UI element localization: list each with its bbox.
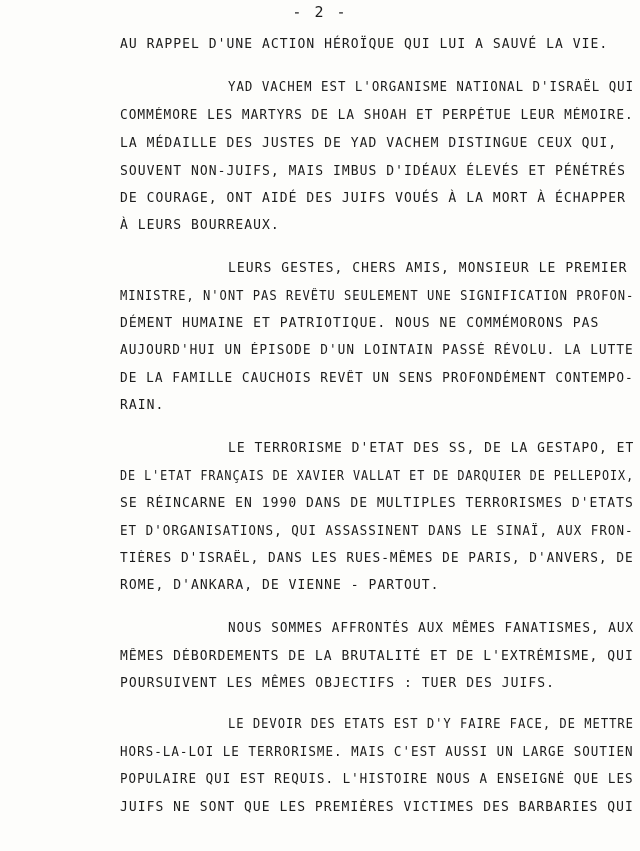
text-line: À LEURS BOURREAUX. [120,218,280,233]
text-line: COMMÉMORE LES MARTYRS DE LA SHOAH ET PERPÉTUE LEUR MÉMOIRE. [120,108,634,123]
text-line: DE LA FAMILLE CAUCHOIS REVÊT UN SENS PROFONDÉMENT CONTEMPO- [120,371,634,386]
text-line: MINISTRE, N'ONT PAS REVÊTU SEULEMENT UNE SIGNIFICATION PROFON- [120,289,635,304]
text-line: MÊMES DÉBORDEMENTS DE LA BRUTALITÉ ET DE L'EXTRÉMISME, QUI [120,649,634,664]
text-line: JUIFS NE SONT QUE LES PREMIÈRES VICTIMES DES BARBARIES QUI [120,800,634,815]
text-line: LE DEVOIR DES ETATS EST D'Y FAIRE FACE, DE METTRE [228,717,634,732]
text-line: RAIN. [120,398,165,413]
text-line: HORS-LA-LOI LE TERRORISME. MAIS C'EST AUSSI UN LARGE SOUTIEN [120,745,634,760]
text-line: YAD VACHEM EST L'ORGANISME NATIONAL D'ISRAËL QUI [228,80,635,95]
text-line: LE TERRORISME D'ETAT DES SS, DE LA GESTAPO, ET [228,441,635,456]
text-line: LEURS GESTES, CHERS AMIS, MONSIEUR LE PREMIER [228,261,628,276]
text-line: SOUVENT NON-JUIFS, MAIS IMBUS D'IDÉAUX ÉLEVÉS ET PÉNÉTRÉS [120,164,626,179]
text-line: SE RÉINCARNE EN 1990 DANS DE MULTIPLES TERRORISMES D'ETATS [120,496,634,511]
text-line: AUJOURD'HUI UN ÉPISODE D'UN LOINTAIN PASSÉ RÉVOLU. LA LUTTE [120,343,634,358]
text-line: LA MÉDAILLE DES JUSTES DE YAD VACHEM DISTINGUE CEUX QUI, [120,136,618,151]
text-line: DÉMENT HUMAINE ET PATRIOTIQUE. NOUS NE COMMÉMORONS PAS [120,316,600,331]
text-line: ET D'ORGANISATIONS, QUI ASSASSINENT DANS LE SINAÏ, AUX FRON- [120,524,634,539]
text-line: NOUS SOMMES AFFRONTÉS AUX MÊMES FANATISMES, AUX [228,621,635,636]
text-line: AU RAPPEL D'UNE ACTION HÉROÏQUE QUI LUI A SAUVÉ LA VIE. [120,37,609,52]
text-line: TIÈRES D'ISRAËL, DANS LES RUES-MÊMES DE PARIS, D'ANVERS, DE [120,551,634,566]
text-line: ROME, D'ANKARA, DE VIENNE - PARTOUT. [120,578,440,593]
page-number: - 2 - [292,3,348,21]
text-line: DE COURAGE, ONT AIDÉ DES JUIFS VOUÉS À LA MORT À ÉCHAPPER [120,191,626,206]
text-line: POURSUIVENT LES MÊMES OBJECTIFS : TUER DES JUIFS. [120,676,555,691]
text-line: DE L'ETAT FRANÇAIS DE XAVIER VALLAT ET DE DARQUIER DE PELLEPOIX, [120,469,635,484]
text-line: POPULAIRE QUI EST REQUIS. L'HISTOIRE NOUS A ENSEIGNÉ QUE LES [120,772,634,787]
